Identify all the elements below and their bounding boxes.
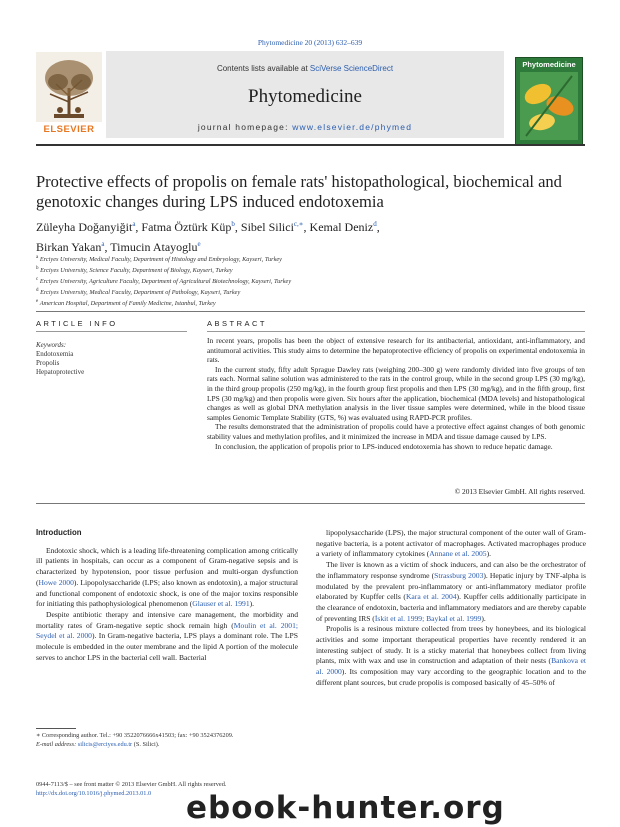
affiliation-item: $^c$ Erciyes University, Agriculture Faculty, Department of Agricultural Biotechnology, Kayseri, Turkey [36, 277, 292, 286]
affiliation-item: $^a$ Erciyes University, Medical Faculty, Department of Histology and Embryology, Kayseri, Turkey [36, 255, 282, 264]
citation-link[interactable]: İskit et al. 1999; Baykal et al. 1999 [374, 613, 482, 623]
introduction-heading: Introduction [36, 528, 82, 537]
body-text: ). [486, 549, 492, 559]
watermark-text: ebook-hunter.org [186, 792, 610, 824]
citation-link[interactable]: Howe 2000 [38, 577, 74, 587]
abstract-bottom-rule [36, 503, 585, 504]
author-list: Züleyha Doğanyiğit$^a$, Fatma Öztürk Küp$^b$, Sibel Silici$^{c,∗}$, Kemal Deniz$^d$, Birkan Yakan$^a$, Timucin Atayoglu$^e$ [36, 220, 380, 254]
affiliation-item: $^b$ Erciyes University, Science Faculty, Department of Biology, Kayseri, Turkey [36, 266, 233, 275]
author-affiliation-mark[interactable]: b [231, 220, 235, 228]
abstract-paragraph: In recent years, propolis has been the object of extensive research for its antibacterial, antioxidant, anti-inflammatory, and antitumoral activities. This study aims to determine the hepatoprotective efficiency of propolis on experimental endotoxemia in rats. [207, 336, 585, 365]
journal-cover-image[interactable] [515, 57, 583, 145]
journal-reference[interactable]: Phytomedicine 20 (2013) 632–639 [257, 38, 363, 47]
cover-leaves-icon [520, 72, 578, 140]
citation-link[interactable]: Glauser et al. 1991 [192, 599, 250, 609]
affiliation-item: $^d$ Erciyes University, Medical Faculty, Department of Pathology, Kayseri, Turkey [36, 288, 241, 297]
header-rule [36, 144, 585, 146]
section-rule [36, 311, 585, 312]
body-text: Despite antibiotic therapy and intensive care management, the morbidity and mortality rates of Gram-negative septic shock remain high ( [36, 609, 298, 630]
body-paragraph [36, 546, 298, 610]
citation-link[interactable]: Kara et al. 2004 [405, 592, 457, 602]
elsevier-logo-text: ELSEVIER [43, 124, 95, 135]
author-affiliation-mark[interactable]: a [132, 220, 136, 228]
citation-link[interactable]: Bankova et al. 2000 [316, 656, 586, 677]
contents-line [106, 64, 504, 73]
contents-prefix: Contents lists available at [216, 64, 310, 73]
body-text: ). Its composition may vary according to the geographic location and to the different plant sources, but crude propolis is composed basically of 45–50% of [316, 667, 586, 687]
keyword-item: Propolis [36, 359, 60, 367]
copyright-notice: © 2013 Elsevier GmbH. All rights reserved. [454, 487, 585, 496]
article-info-heading: ARTICLE INFO [36, 319, 118, 328]
keywords-heading: Keywords: [36, 341, 67, 349]
citation-link[interactable]: Annane et al. 2005 [429, 549, 487, 559]
abstract-heading: ABSTRACT [207, 319, 268, 328]
body-text: ). Hepatic injury by TNF-alpha is modulated by the prevalent pro-inflammatory or anti-inflammatory mediator profile elaborated by Kupffer cells ( [316, 570, 586, 602]
corresponding-author-footnote [36, 732, 298, 749]
keywords-block [36, 341, 176, 377]
doi-link[interactable]: http://dx.doi.org/10.1016/j.phymed.2013.01.0 [36, 789, 152, 797]
author-affiliation-mark[interactable]: d [373, 220, 377, 228]
cover-title: Phytomedicine [522, 60, 576, 69]
article-info-rule [36, 331, 187, 332]
homepage-prefix: journal homepage: [197, 122, 293, 132]
body-paragraph [36, 610, 298, 664]
citation-link[interactable]: Moulin et al. 2001; Seydel et al. 2000 [36, 620, 298, 641]
body-text: ). Lipopolysaccharide (LPS; also known as endotoxin), a major structural and functional component of endotoxic shock, is one of the major toxins responsible for initiating this pathophysiological phenomenon ( [36, 577, 298, 609]
author-name[interactable]: Timucin Atayoglu [110, 240, 198, 254]
affiliation-list [36, 253, 596, 308]
email-label: E-mail address: [36, 740, 78, 748]
abstract-paragraph: In the current study, fifty adult Sprague Dawley rats (weighing 200–300 g) were randomly divided into five groups of ten rats each. Normal saline solution was administered to the rats in the control group, while in the second group LPS (30 mg/kg), in the third group propolis (250 mg/kg), in the fourth group first propolis and then LPS (30 mg/kg), and in the fifth group, first LPS (30 mg/kg) and then propolis were given. Six hours after the application, biochemical (MDA levels) and histopathological changes as well as global DNA methylation analysis in the liver tissue samples were determined, while in the blood tissue samples Genomic Template Stability (GTS, %) was evaluated using RAPD-PCR profiles. [207, 364, 585, 422]
article-title: Protective effects of propolis on female rats' histopathological, biochemical and genotoxic changes during LPS induced endotoxemia [36, 172, 562, 211]
email-link[interactable]: silicis@erciyes.edu.tr [77, 740, 133, 748]
sciencedirect-link[interactable]: SciVerse ScienceDirect [309, 64, 394, 73]
abstract-rule [207, 331, 585, 332]
body-text: lipopolysaccharide (LPS), the major structural component of the outer wall of Gram-negative bacteria, is a potent activator of macrophages. Activated macrophages produce a variety of inflammatory cytokines ( [316, 528, 586, 559]
abstract-text [207, 336, 585, 451]
author-affiliation-mark[interactable]: e [197, 240, 201, 248]
email-line [36, 741, 298, 750]
author-name[interactable]: Fatma Öztürk Küp [141, 220, 232, 234]
author-affiliation-mark[interactable]: a [101, 240, 105, 248]
body-text: Endotoxic shock, which is a leading life-threatening complication among critically ill patients in hospitals, can occur as a component of Gram-negative sepsis and is characterized by hypotension, poor tissue perfusion and multi-organ dysfunction ( [36, 545, 298, 587]
citation-link[interactable]: Strassburg 2003 [434, 570, 484, 580]
body-column-right [316, 528, 586, 689]
author-affiliation-mark[interactable]: c,∗ [293, 220, 304, 228]
journal-name: Phytomedicine [248, 86, 362, 107]
journal-homepage [106, 122, 504, 132]
body-paragraph [316, 560, 586, 624]
body-text: ). [249, 599, 255, 609]
author-name[interactable]: Sibel Silici [240, 220, 294, 234]
body-text: Propolis is a resinous mixture collected from trees by honeybees, and its biological activities and some important therapeutical properties have recently rendered it an interesting subject of study. It is a sticky material that honeybees collect from living plants, mix with wax and use in construction and adaptation of their nests ( [316, 624, 586, 666]
email-suffix: (S. Silici). [132, 740, 160, 748]
keyword-item: Endotoxemia [36, 350, 74, 358]
body-text: ). [481, 613, 486, 623]
footnote-rule [36, 728, 76, 729]
author-name[interactable]: Züleyha Doğanyiğit [36, 220, 133, 234]
body-paragraph [316, 528, 586, 560]
body-text: ). In Gram-negative bacteria, LPS plays a dominant role. The LPS molecule is embedded in the outer membrane and the lipid A portion of the molecule serves to anchor LPS in the bacterial cell wall. Bacterial [36, 631, 298, 662]
body-text: ). Kupffer cells additionally participate in the clearance of endotoxin, bacteria and inflammatory mediators and are thereby capable of preventing IRS ( [316, 592, 586, 623]
affiliation-item: $^e$ American Hospital, Department of Family Medicine, Istanbul, Turkey [36, 299, 216, 308]
keyword-item: Hepatoprotective [36, 368, 85, 376]
abstract-paragraph: The results demonstrated that the administration of propolis could have a protective effect against changes of both genomic stability values and methylation profiles, and it minimized the increase in MDA and tissue damage caused by LPS. [207, 422, 585, 441]
issn-line: 0944-7113/$ – see front matter © 2013 Elsevier GmbH. All rights reserved. [36, 781, 227, 788]
corresponding-author-line: ∗ Corresponding author. Tel.: +90 3522076666x41503; fax: +90 3524376209. [36, 732, 234, 739]
body-column-left [36, 528, 298, 663]
body-text: The liver is known as a victim of shock inducers, and can also be the orchestrator of the inflammatory response syndrome ( [316, 560, 586, 580]
author-name[interactable]: Birkan Yakan [36, 240, 102, 254]
body-paragraph [316, 624, 586, 688]
abstract-paragraph: In conclusion, the application of propolis prior to LPS-induced endotoxemia has shown to reduce hepatic damage. [215, 441, 553, 451]
homepage-link[interactable]: www.elsevier.de/phymed [292, 122, 413, 132]
author-name[interactable]: Kemal Deniz [309, 220, 374, 234]
